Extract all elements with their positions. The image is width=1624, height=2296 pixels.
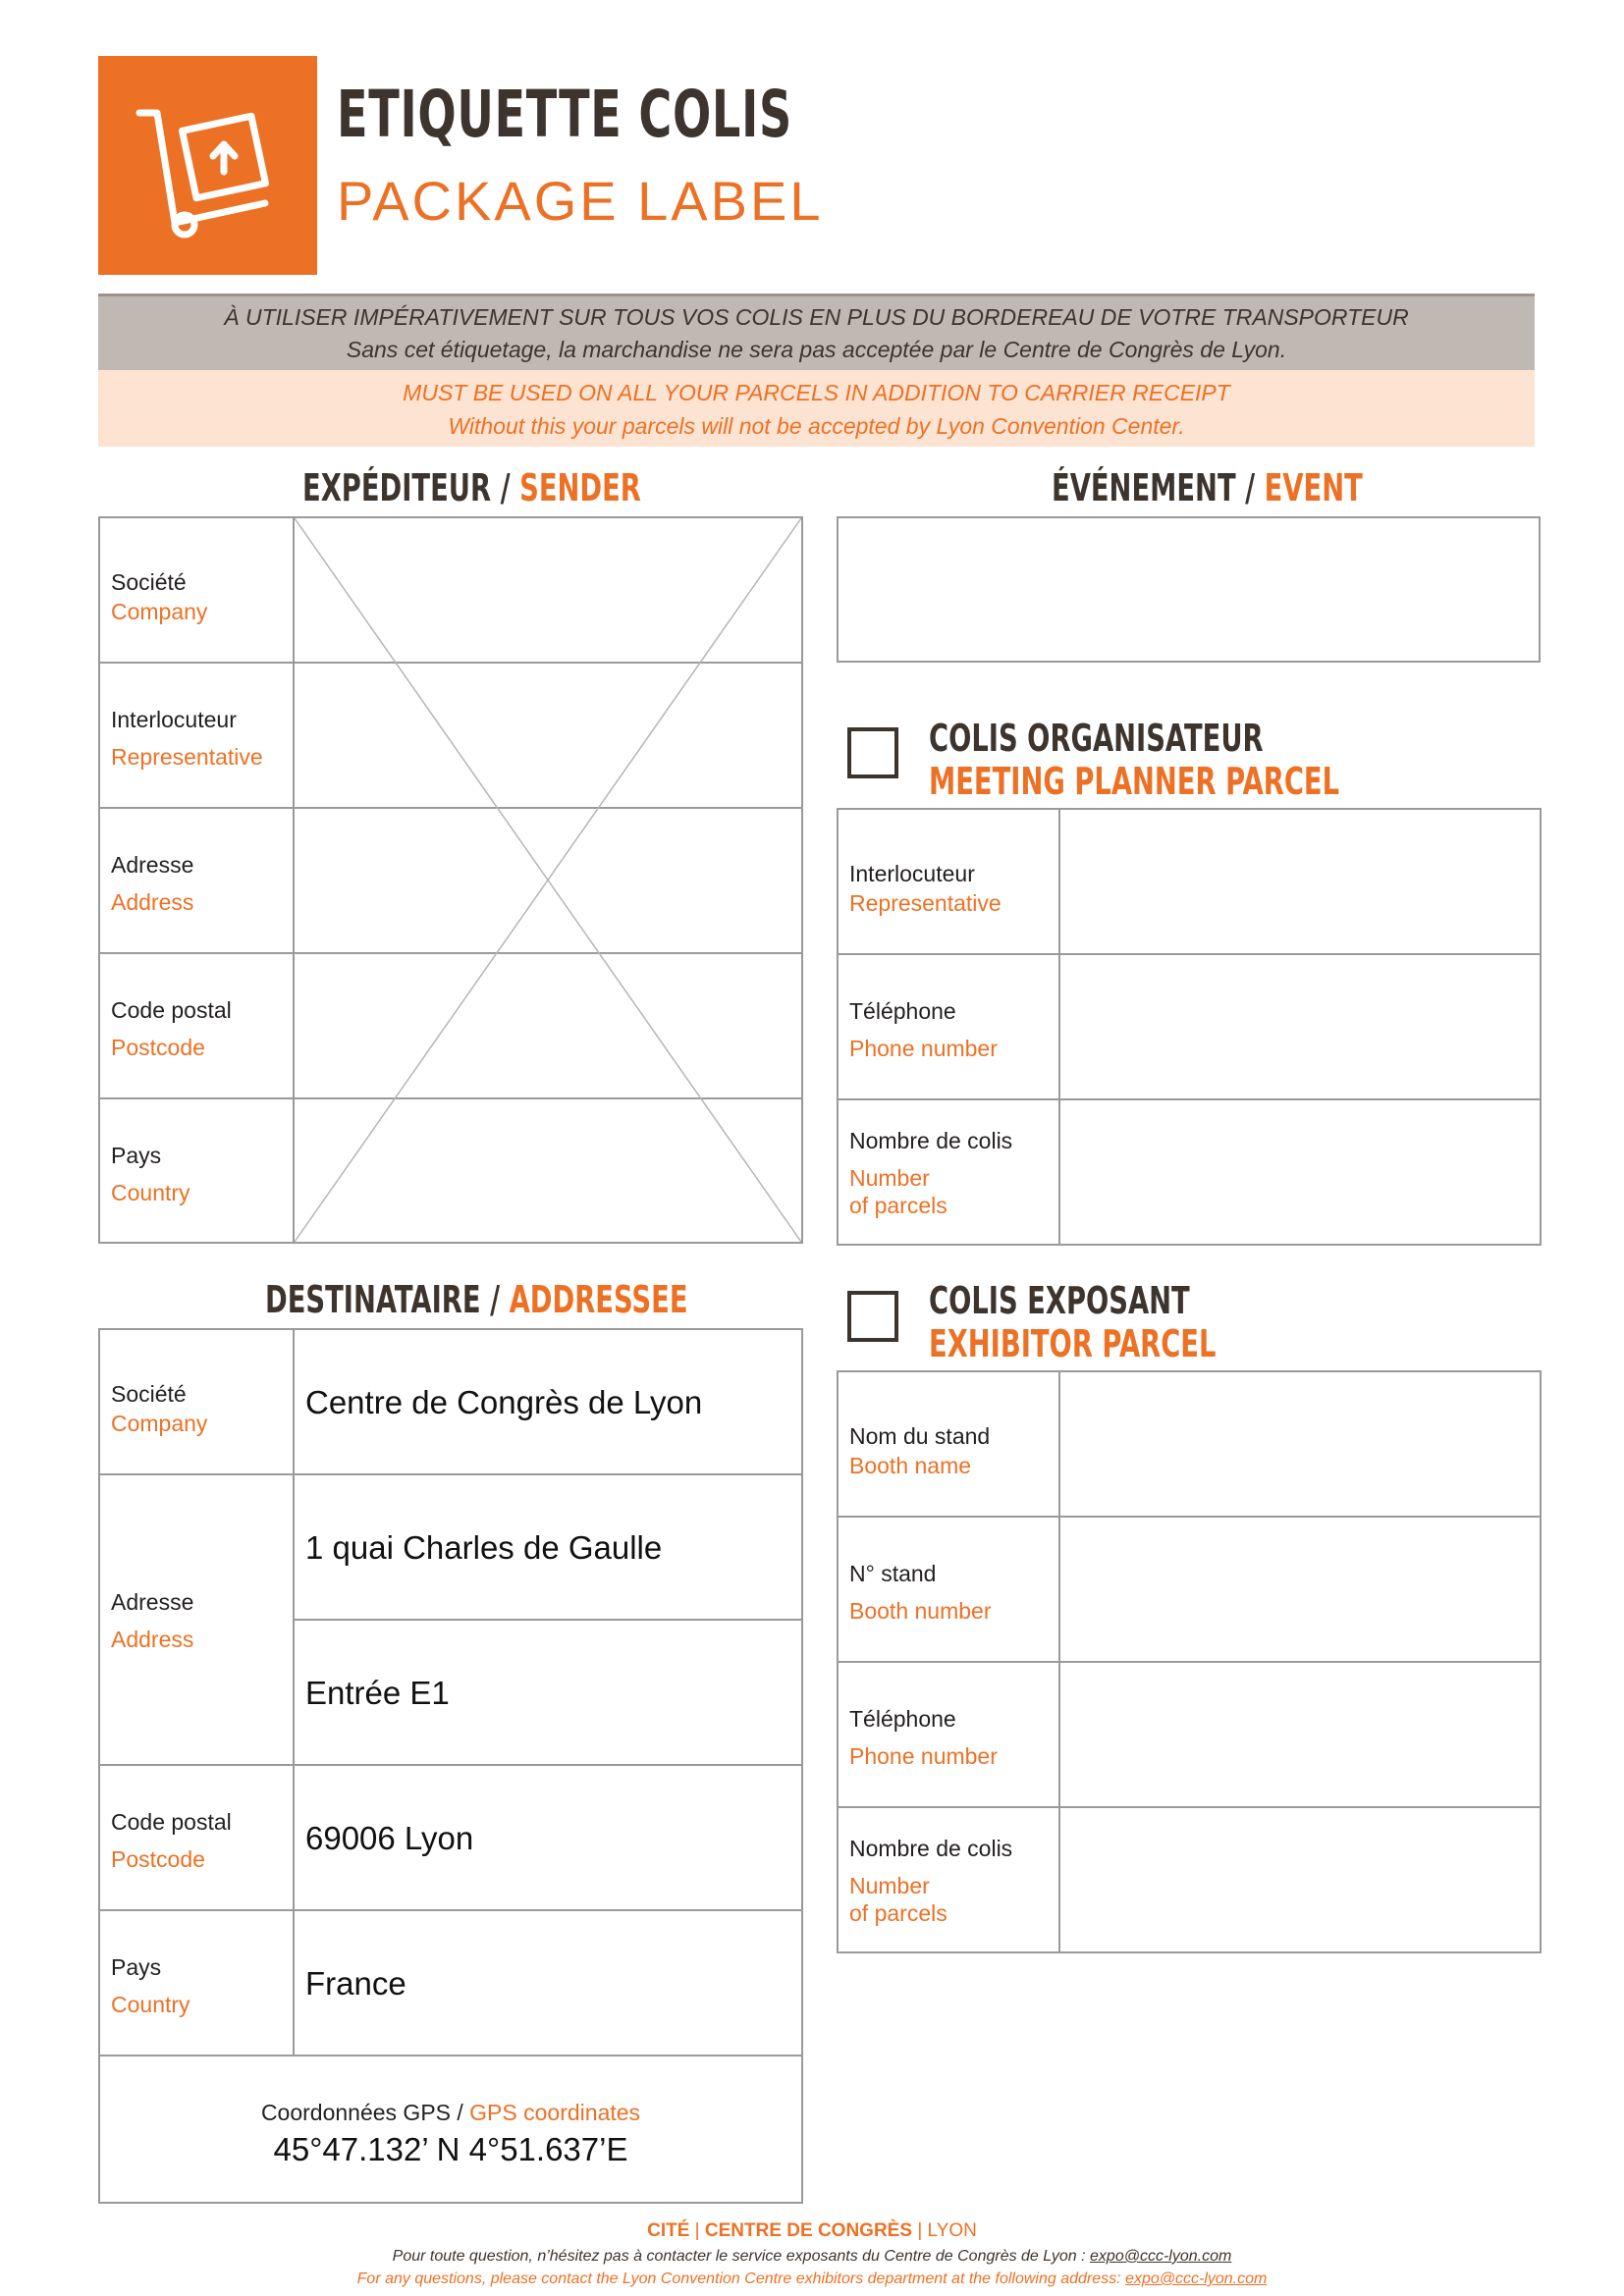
addressee-title-fr: DESTINATAIRE / xyxy=(265,1278,501,1321)
footer-brand: CITÉ | CENTRE DE CONGRÈS | LYON xyxy=(647,2220,977,2241)
organiser-title-fr: COLIS ORGANISATEUR xyxy=(929,717,1264,760)
exhibitor-booth-name-field[interactable] xyxy=(1060,1372,1540,1516)
addressee-address-line1: 1 quai Charles de Gaulle xyxy=(305,1529,663,1566)
organiser-parcels-en2: of parcels xyxy=(849,1193,947,1218)
footer-brand-a: CITÉ xyxy=(647,2220,690,2241)
title-en: PACKAGE LABEL xyxy=(337,170,824,232)
addressee-country-value: France xyxy=(305,1965,406,2002)
addressee-postcode-fr: Code postal xyxy=(111,1809,232,1835)
exhibitor-parcels-en2: of parcels xyxy=(849,1900,947,1926)
exhibitor-parcel-checkbox[interactable] xyxy=(847,1291,898,1342)
sender-title xyxy=(302,466,641,509)
exhibitor-booth-number-field[interactable] xyxy=(1060,1518,1540,1661)
sender-representative-fr: Interlocuteur xyxy=(111,707,237,732)
organiser-parcels-field[interactable] xyxy=(1060,1100,1540,1244)
gps-label-fr: Coordonnées GPS / xyxy=(260,2100,463,2125)
addressee-company-value: Centre de Congrès de Lyon xyxy=(305,1384,703,1420)
exhibitor-title-en: EXHIBITOR PARCEL xyxy=(929,1322,1217,1365)
notice-en-line2: Without this your parcels will not be accepted by Lyon Convention Center. xyxy=(448,413,1185,439)
sender-postcode-en: Postcode xyxy=(111,1035,205,1060)
sender-address-en: Address xyxy=(111,889,194,915)
footer-line-en: For any questions, please contact the Lyon Convention Centre exhibitors department at the following address: xyxy=(356,2270,1121,2287)
footer-brand-c: LYON xyxy=(927,2220,977,2241)
exhibitor-parcels-en1: Number xyxy=(849,1873,930,1898)
notice-fr xyxy=(98,294,1535,370)
addressee-postcode-value: 69006 Lyon xyxy=(305,1820,474,1856)
exhibitor-table xyxy=(837,1370,1542,1953)
exhibitor-booth-name-en: Booth name xyxy=(849,1453,972,1478)
event-field[interactable] xyxy=(837,516,1541,663)
event-title xyxy=(1052,466,1363,509)
sender-postcode-fr: Code postal xyxy=(111,997,232,1023)
title-fr: ETIQUETTE COLIS xyxy=(337,77,792,152)
organiser-parcels-fr: Nombre de colis xyxy=(849,1128,1013,1153)
sender-address-fr: Adresse xyxy=(111,852,194,878)
gps-value: 45°47.132’ N 4°51.637’E xyxy=(273,2131,628,2167)
addressee-title xyxy=(265,1278,688,1321)
sender-crossed-out xyxy=(295,518,801,1242)
footer-contact-fr xyxy=(0,2248,1624,2266)
organiser-phone-field[interactable] xyxy=(1060,955,1540,1098)
organiser-representative-fr: Interlocuteur xyxy=(849,861,975,886)
exhibitor-booth-number-en: Booth number xyxy=(849,1598,992,1624)
addressee-address-fr: Adresse xyxy=(111,1589,194,1615)
hand-truck-icon xyxy=(98,56,317,275)
sender-company-fr: Société xyxy=(111,569,187,595)
exhibitor-title xyxy=(929,1279,1216,1365)
sender-company-en: Company xyxy=(111,599,208,624)
notice-fr-line1: À UTILISER IMPÉRATIVEMENT SUR TOUS VOS COLIS EN PLUS DU BORDEREAU DE VOTRE TRANSPORTEUR xyxy=(224,304,1409,330)
notice-en-line1: MUST BE USED ON ALL YOUR PARCELS IN ADDITION TO CARRIER RECEIPT xyxy=(403,380,1230,405)
footer-email-link-en[interactable]: expo@ccc-lyon.com xyxy=(1125,2270,1268,2287)
sender-title-fr: EXPÉDITEUR / xyxy=(302,466,511,509)
gps-label xyxy=(100,2100,801,2126)
exhibitor-parcels-fr: Nombre de colis xyxy=(849,1836,1013,1861)
exhibitor-parcels-field[interactable] xyxy=(1060,1808,1540,1951)
organiser-table xyxy=(837,808,1542,1246)
sender-country-fr: Pays xyxy=(111,1143,162,1168)
organiser-parcel-checkbox[interactable] xyxy=(847,727,898,778)
sender-representative-en: Representative xyxy=(111,744,263,770)
addressee-table xyxy=(98,1328,803,2204)
sender-country-en: Country xyxy=(111,1180,190,1205)
addressee-postcode-en: Postcode xyxy=(111,1846,205,1872)
addressee-title-en: ADDRESSEE xyxy=(509,1278,688,1321)
gps-label-en: GPS coordinates xyxy=(469,2100,641,2125)
logo xyxy=(98,56,317,275)
organiser-title-en: MEETING PLANNER PARCEL xyxy=(929,760,1340,803)
sender-title-en: SENDER xyxy=(519,466,641,509)
addressee-company-en: Company xyxy=(111,1411,208,1436)
exhibitor-title-fr: COLIS EXPOSANT xyxy=(929,1279,1190,1322)
footer-brand-b: CENTRE DE CONGRÈS xyxy=(704,2220,913,2241)
exhibitor-phone-fr: Téléphone xyxy=(849,1706,956,1732)
footer-contact-en xyxy=(0,2270,1624,2288)
notice-fr-line2: Sans cet étiquetage, la marchandise ne sera pas acceptée par le Centre de Congrès de Lyon. xyxy=(346,337,1287,362)
notice-en xyxy=(98,370,1535,447)
organiser-representative-en: Representative xyxy=(849,890,1001,916)
organiser-title xyxy=(929,717,1339,803)
exhibitor-phone-en: Phone number xyxy=(849,1743,998,1769)
footer-line-fr: Pour toute question, n’hésitez pas à contacter le service exposants du Centre de Congrès de Lyon : xyxy=(392,2248,1086,2265)
organiser-phone-fr: Téléphone xyxy=(849,998,956,1024)
footer-email-link-fr[interactable]: expo@ccc-lyon.com xyxy=(1090,2248,1232,2265)
organiser-representative-field[interactable] xyxy=(1060,810,1540,953)
event-title-en: EVENT xyxy=(1264,466,1363,509)
exhibitor-booth-number-fr: N° stand xyxy=(849,1561,937,1586)
organiser-phone-en: Phone number xyxy=(849,1036,998,1061)
sender-table xyxy=(98,516,803,1244)
organiser-parcels-en1: Number xyxy=(849,1165,930,1191)
exhibitor-phone-field[interactable] xyxy=(1060,1663,1540,1806)
addressee-address-en: Address xyxy=(111,1627,194,1652)
event-title-fr: ÉVÉNEMENT / xyxy=(1052,466,1256,509)
addressee-company-fr: Société xyxy=(111,1381,187,1407)
addressee-country-fr: Pays xyxy=(111,1954,162,1980)
addressee-address-line2: Entrée E1 xyxy=(305,1675,450,1711)
exhibitor-booth-name-fr: Nom du stand xyxy=(849,1423,991,1449)
addressee-country-en: Country xyxy=(111,1992,190,2017)
